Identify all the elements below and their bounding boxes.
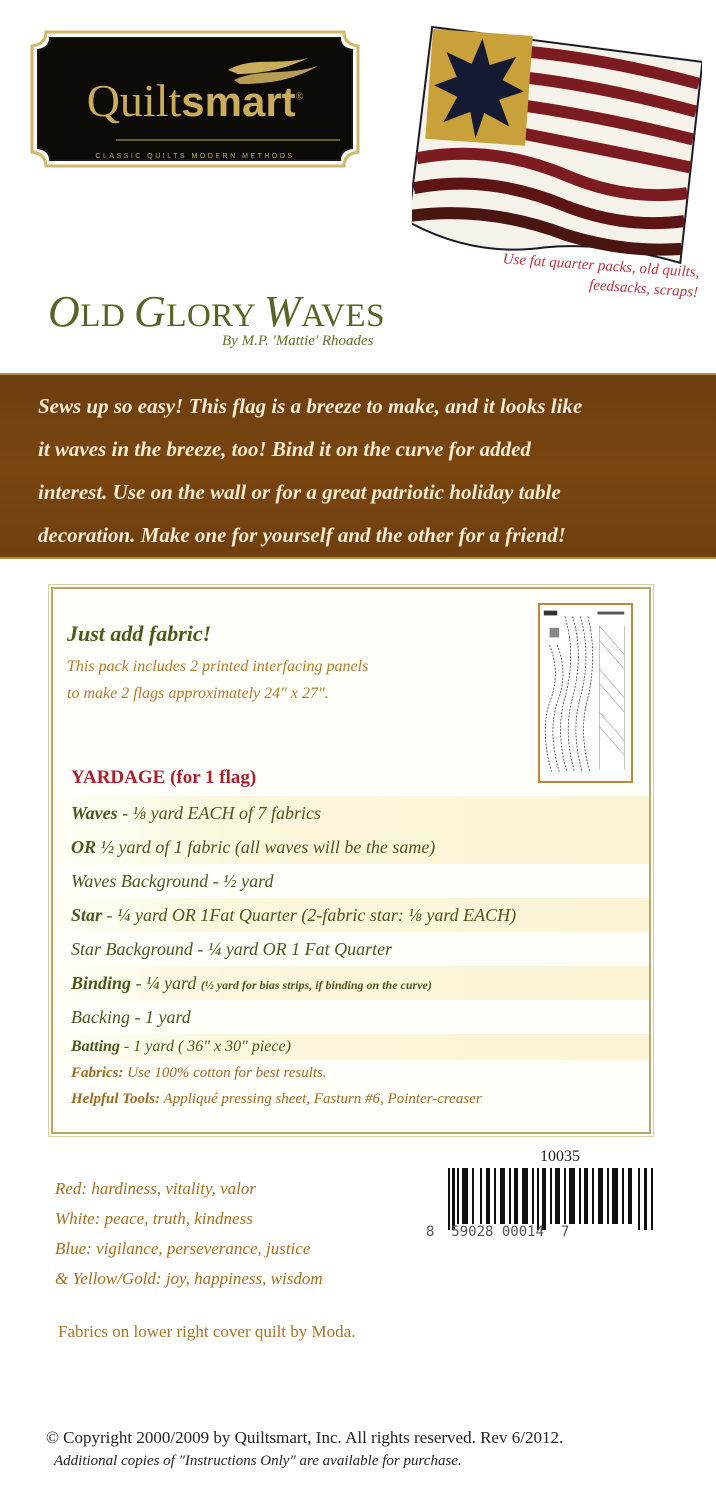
pack-info-line: to make 2 flags approximately 24" x 27". <box>67 685 329 702</box>
just-add-fabric-heading: Just add fabric! <box>67 621 212 646</box>
fabrics-note: Fabrics: Use 100% cotton for best results. <box>71 1065 327 1081</box>
yardage-box <box>51 587 651 1134</box>
yardage-item: OR ½ yard of 1 fabric (all waves will be the same) <box>53 830 649 864</box>
yardage-item: Batting - 1 yard ( 36" x 30" piece) <box>53 1034 649 1060</box>
meaning-red: Red: hardiness, vitality, valor <box>55 1179 256 1198</box>
yardage-list <box>53 796 649 1112</box>
meaning-blue: Blue: vigilance, perseverance, justice <box>55 1239 311 1258</box>
description-line: decoration. Make one for yourself and the other for a friend! <box>38 523 566 547</box>
logo-tagline: CLASSIC QUILTS MODERN METHODS <box>95 153 295 160</box>
fabric-credit: Fabrics on lower right cover quilt by Moda. <box>58 1322 356 1341</box>
yardage-item: Star - ¼ yard OR 1Fat Quarter (2-fabric star: ⅛ yard EACH) <box>53 898 649 932</box>
fat-quarter-note-line: Use fat quarter packs, old quilts, <box>502 251 700 281</box>
yardage-item: Star Background - ¼ yard OR 1 Fat Quarter <box>71 939 393 959</box>
additional-copies-note: Additional copies of "Instructions Only" are available for purchase. <box>54 1453 462 1469</box>
yardage-item: Binding - ¼ yard (½ yard for bias strips, if binding on the curve) <box>53 966 649 1000</box>
description-line: Sews up so easy! This flag is a breeze to make, and it looks like <box>38 394 583 418</box>
description-line: interest. Use on the wall or for a great patriotic holiday table <box>38 480 561 504</box>
description-line: it waves in the breeze, too! Bind it on the curve for added <box>38 437 531 461</box>
yardage-item: Backing - 1 yard <box>71 1007 191 1027</box>
quiltsmart-logo <box>28 28 362 170</box>
yardage-heading: YARDAGE (for 1 flag) <box>71 767 257 788</box>
meaning-white: White: peace, truth, kindness <box>55 1209 253 1228</box>
author-byline: By M.P. 'Mattie' Rhoades <box>222 333 374 349</box>
fat-quarter-note-line: feedsacks, scraps! <box>588 277 699 301</box>
logo-wordmark: Quiltsmart® <box>86 75 304 126</box>
description-text <box>38 385 698 557</box>
helpful-tools-note: Helpful Tools: Appliqué pressing sheet, Fasturn #6, Pointer-creaser <box>71 1091 482 1107</box>
pack-info-line: This pack includes 2 printed interfacing panels <box>67 658 369 675</box>
flag-quilt-image <box>412 18 702 278</box>
color-meanings <box>55 1174 323 1294</box>
meaning-gold: & Yellow/Gold: joy, happiness, wisdom <box>55 1269 323 1288</box>
yardage-item: Waves - ⅛ yard EACH of 7 fabrics <box>53 796 649 830</box>
pack-info <box>67 653 368 707</box>
yardage-item: Waves Background - ½ yard <box>71 871 274 891</box>
item-number: 10035 <box>540 1148 580 1165</box>
copyright: © Copyright 2000/2009 by Quiltsmart, Inc. All rights reserved. Rev 6/2012. <box>46 1428 564 1447</box>
barcode-digits: 8 59028 00014 7 <box>426 1224 570 1240</box>
pattern-panel-thumbnail <box>538 603 633 783</box>
description-band <box>0 373 716 559</box>
pattern-title: OLD GLORY WAVES <box>48 287 385 336</box>
